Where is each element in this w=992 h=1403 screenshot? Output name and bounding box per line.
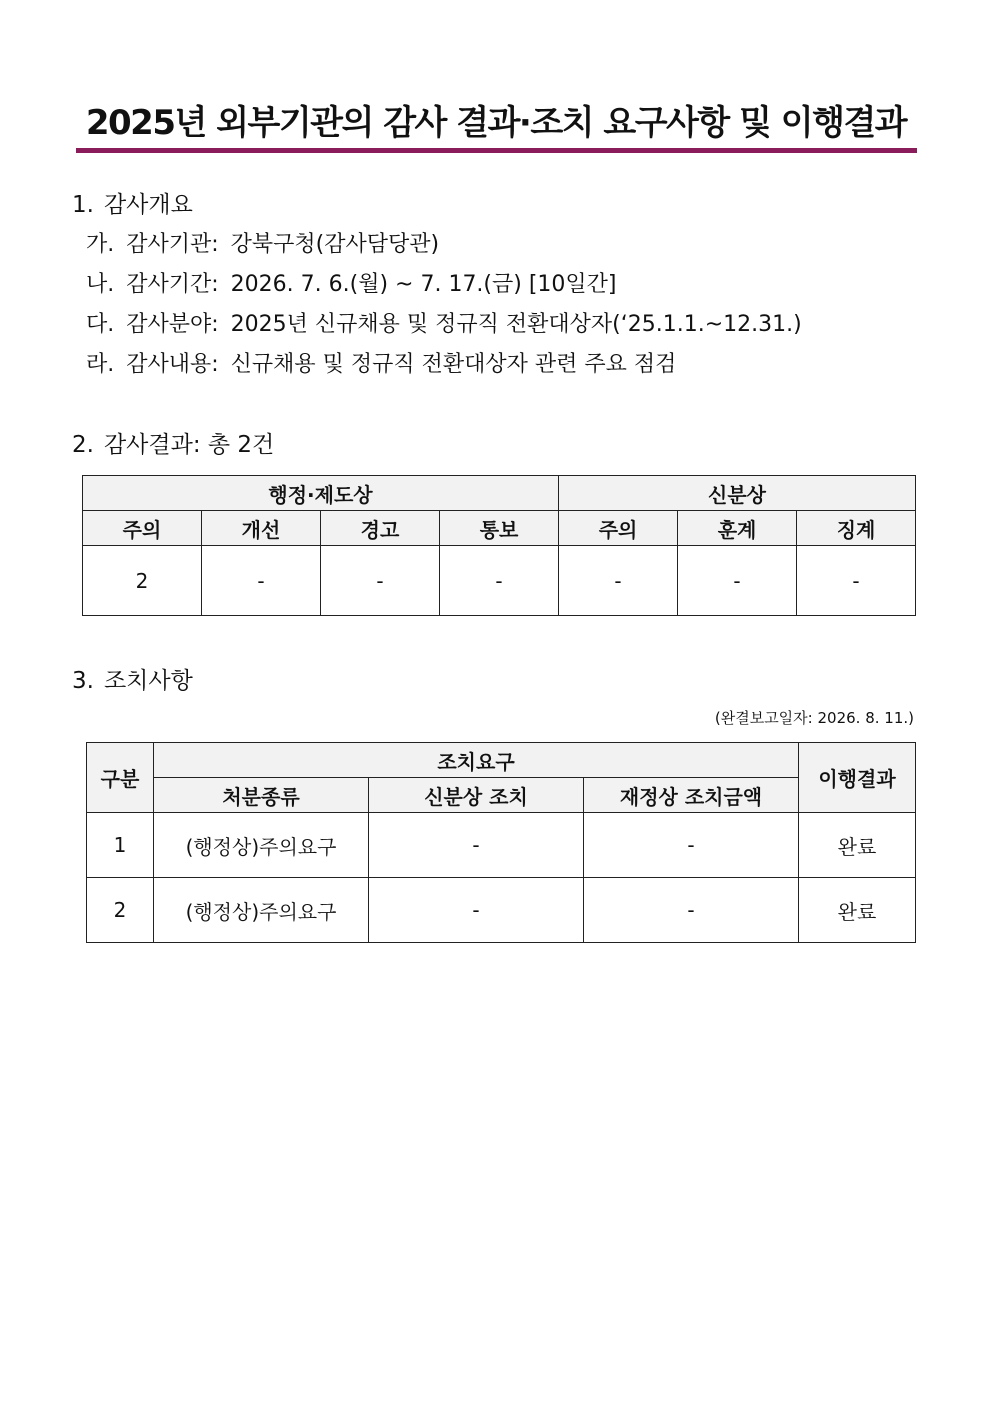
audit-results-table: [82, 475, 916, 616]
column-header: 경고: [321, 511, 440, 546]
table-cell: -: [440, 546, 559, 616]
section-heading-actions: [72, 666, 193, 696]
title-underline: [76, 148, 917, 153]
item-value: 2025년 신규채용 및 정규직 전환대상자(‘25.1.1.~12.31.): [230, 312, 802, 337]
table-cell: -: [797, 546, 916, 616]
overview-item: [86, 270, 802, 310]
section-title: 감사개요: [103, 192, 193, 218]
table-row: [87, 813, 916, 878]
column-header: 신분상 조치: [369, 778, 584, 813]
column-header-category: 구분: [87, 743, 154, 813]
section-heading-results: [72, 430, 274, 460]
report-date: (완결보고일자: 2026. 8. 11.): [714, 709, 914, 727]
column-header: 주의: [83, 511, 202, 546]
column-header: 재정상 조치금액: [584, 778, 799, 813]
column-header: 처분종류: [154, 778, 369, 813]
item-value: 2026. 7. 6.(월) ~ 7. 17.(금) [10일간]: [230, 272, 617, 297]
table-cell: -: [678, 546, 797, 616]
column-header: 징계: [797, 511, 916, 546]
results-summary: : 총 2건: [192, 432, 275, 458]
item-marker: 라.: [86, 352, 115, 377]
table-row: [83, 546, 916, 616]
group-header-personnel: 신분상: [559, 476, 916, 511]
column-header: 훈계: [678, 511, 797, 546]
section-number: 3.: [72, 668, 94, 694]
column-header-row: [83, 511, 916, 546]
table-cell: -: [202, 546, 321, 616]
overview-item: [86, 350, 802, 390]
table-cell: 1: [87, 813, 154, 878]
item-marker: 가.: [86, 232, 115, 257]
table-cell: 2: [87, 878, 154, 943]
section-title: 감사결과: [103, 432, 193, 458]
overview-item: [86, 230, 802, 270]
table-cell: -: [584, 878, 799, 943]
column-header: 개선: [202, 511, 321, 546]
table-cell: -: [321, 546, 440, 616]
section-heading-overview: [72, 190, 193, 220]
section-number: 2.: [72, 432, 94, 458]
item-value: 신규채용 및 정규직 전환대상자 관련 주요 점검: [230, 352, 677, 377]
table-cell: -: [559, 546, 678, 616]
item-key: 감사기간:: [126, 272, 219, 297]
group-header-administrative: 행정·제도상: [83, 476, 559, 511]
table-row: [87, 878, 916, 943]
group-header-row: [87, 743, 916, 778]
table-cell: -: [584, 813, 799, 878]
table-cell: 완료: [799, 878, 916, 943]
item-key: 감사분야:: [126, 312, 219, 337]
page-title: 2025년 외부기관의 감사 결과·조치 요구사항 및 이행결과: [85, 103, 907, 143]
column-header-result: 이행결과: [799, 743, 916, 813]
item-marker: 나.: [86, 272, 115, 297]
table-cell: (행정상)주의요구: [154, 878, 369, 943]
item-value: 강북구청(감사담당관): [230, 232, 440, 257]
actions-table: [86, 742, 916, 943]
table-cell: -: [369, 813, 584, 878]
group-header-row: [83, 476, 916, 511]
item-key: 감사기관:: [126, 232, 219, 257]
item-key: 감사내용:: [126, 352, 219, 377]
column-header: 통보: [440, 511, 559, 546]
table-cell: 2: [83, 546, 202, 616]
section-title: 조치사항: [103, 668, 193, 694]
section-number: 1.: [72, 192, 94, 218]
column-header: 주의: [559, 511, 678, 546]
column-header-row: [87, 778, 916, 813]
item-marker: 다.: [86, 312, 115, 337]
table-cell: -: [369, 878, 584, 943]
group-header-action-request: 조치요구: [154, 743, 799, 778]
overview-item: [86, 310, 802, 350]
table-cell: (행정상)주의요구: [154, 813, 369, 878]
table-cell: 완료: [799, 813, 916, 878]
overview-list: [86, 230, 802, 390]
